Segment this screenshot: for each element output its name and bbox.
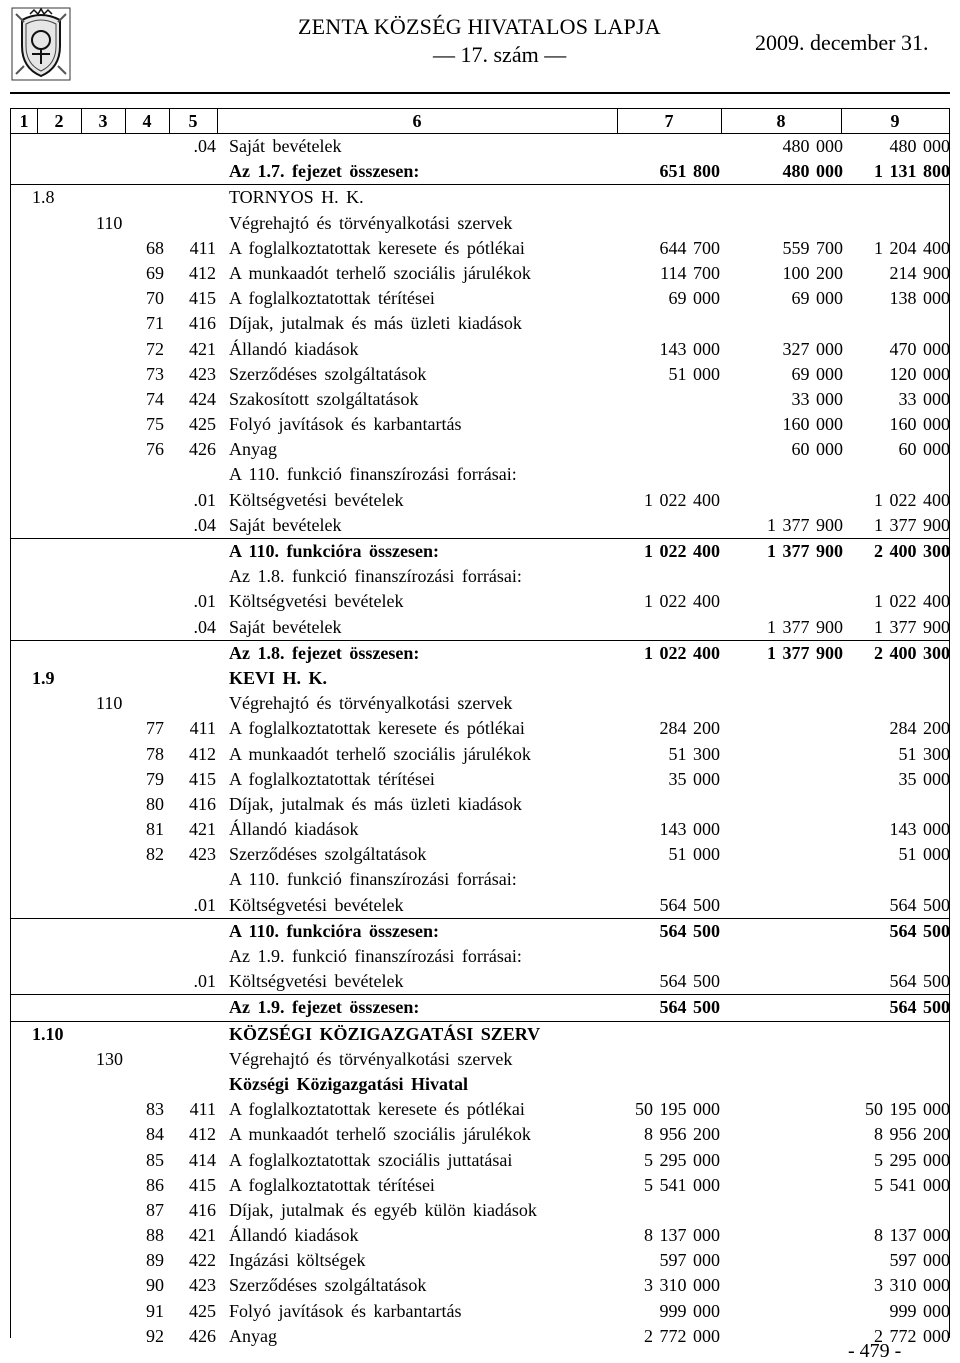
row-number: 91: [146, 1300, 164, 1321]
item-name: Végrehajtó és törvényalkotási szervek: [229, 212, 513, 233]
table-row: [10, 1022, 950, 1047]
row-number: 78: [146, 743, 164, 764]
item-name: Az 1.8. fejezet összesen:: [229, 642, 420, 663]
row-number: 86: [146, 1174, 164, 1195]
value-col7: 1 022 400: [644, 489, 720, 510]
table-row: [10, 539, 950, 564]
value-col9: 1 204 400: [874, 237, 950, 258]
value-col7: 651 800: [659, 161, 720, 182]
item-name: Folyó javítások és karbantartás: [229, 1300, 462, 1321]
table-row: [10, 1198, 950, 1223]
account-code: .01: [193, 489, 216, 510]
value-col7: 35 000: [668, 768, 720, 789]
table-body: [10, 134, 950, 1349]
row-number: 90: [146, 1275, 164, 1296]
row-number: 84: [146, 1124, 164, 1145]
account-code: 411: [189, 718, 216, 739]
header-divider: [10, 92, 950, 94]
dash-left: —: [433, 42, 455, 67]
value-col7: 284 200: [659, 718, 720, 739]
table-row: [10, 513, 950, 539]
table-row: [10, 716, 950, 741]
account-code: 415: [189, 768, 216, 789]
item-name: Költségvetési bevételek: [229, 971, 404, 992]
table-row: [10, 1223, 950, 1248]
table-row: [10, 286, 950, 311]
account-code: 414: [189, 1149, 216, 1170]
value-col9: 1 377 900: [874, 616, 950, 637]
item-name: A foglalkoztatottak keresete és pótlékai: [229, 718, 525, 739]
value-col7: 564 500: [659, 894, 720, 915]
value-col9: 50 195 000: [865, 1099, 950, 1120]
value-col9: 35 000: [898, 768, 950, 789]
table-row: [10, 615, 950, 641]
table-row: [10, 1148, 950, 1173]
account-code: .04: [193, 136, 216, 156]
row-number: 83: [146, 1099, 164, 1120]
value-col7: 2 772 000: [644, 1325, 720, 1346]
table-row: [10, 185, 950, 210]
function-code: 110: [96, 693, 123, 714]
account-code: 423: [189, 844, 216, 865]
value-col9: 143 000: [889, 819, 950, 840]
value-col7: 644 700: [659, 237, 720, 258]
value-col9: 1 022 400: [874, 591, 950, 612]
value-col9: 8 137 000: [874, 1225, 950, 1246]
table-row: [10, 1072, 950, 1097]
header-cell-6: 6: [217, 109, 618, 133]
table-row: [10, 995, 950, 1021]
value-col9: 480 000: [889, 136, 950, 156]
value-col9: 60 000: [898, 439, 950, 460]
account-code: 415: [189, 1174, 216, 1195]
item-name: Az 1.8. funkció finanszírozási forrásai:: [229, 566, 522, 587]
value-col7: 999 000: [659, 1300, 720, 1321]
item-name: A foglalkoztatottak szociális juttatásai: [229, 1149, 513, 1170]
table-row: [10, 666, 950, 691]
value-col7: 564 500: [659, 920, 720, 941]
account-code: 416: [189, 1199, 216, 1220]
table-row: [10, 767, 950, 792]
item-name: A munkaadót terhelő szociális járulékok: [229, 1124, 531, 1145]
value-col7: 51 000: [668, 363, 720, 384]
item-name: Végrehajtó és törvényalkotási szervek: [229, 1048, 513, 1069]
item-name: Saját bevételek: [229, 514, 342, 535]
value-col8: 69 000: [791, 363, 843, 384]
item-name: Végrehajtó és törvényalkotási szervek: [229, 693, 513, 714]
value-col7: 5 295 000: [644, 1149, 720, 1170]
account-code: .01: [193, 591, 216, 612]
row-number: 85: [146, 1149, 164, 1170]
value-col7: 1 022 400: [644, 541, 720, 561]
value-col8: 1 377 900: [767, 514, 843, 535]
value-col9: 470 000: [889, 338, 950, 359]
issue-number: [433, 42, 566, 68]
item-name: A 110. funkció finanszírozási forrásai:: [229, 869, 517, 890]
value-col7: 597 000: [659, 1250, 720, 1271]
value-col8: 480 000: [782, 161, 843, 182]
table-row: [10, 437, 950, 462]
value-col9: 214 900: [889, 262, 950, 283]
item-name: A 110. funkcióra összesen:: [229, 920, 440, 941]
account-code: 412: [189, 262, 216, 283]
table-row: [10, 1122, 950, 1147]
table-row: [10, 412, 950, 437]
header-cell-4: 4: [125, 109, 170, 133]
row-number: 73: [146, 363, 164, 384]
table-row: [10, 1273, 950, 1298]
value-col9: 564 500: [889, 894, 950, 915]
item-name: Költségvetési bevételek: [229, 591, 404, 612]
table-row: [10, 1299, 950, 1324]
account-code: 412: [189, 1124, 216, 1145]
value-col7: 5 541 000: [644, 1174, 720, 1195]
header-cell-3: 3: [81, 109, 126, 133]
row-number: 74: [146, 388, 164, 409]
account-code: 426: [189, 1325, 216, 1346]
account-code: 415: [189, 288, 216, 309]
table-row: [10, 564, 950, 589]
row-number: 82: [146, 844, 164, 865]
value-col8: 559 700: [782, 237, 843, 258]
item-name: A munkaadót terhelő szociális járulékok: [229, 262, 531, 283]
item-name: Saját bevételek: [229, 136, 342, 156]
table-row: [10, 691, 950, 716]
item-name: Költségvetési bevételek: [229, 489, 404, 510]
value-col9: 564 500: [889, 971, 950, 992]
account-code: 422: [189, 1250, 216, 1271]
page-number: - 479 -: [848, 1340, 902, 1362]
row-number: 68: [146, 237, 164, 258]
value-col7: 1 022 400: [644, 642, 720, 663]
table-row: [10, 134, 950, 159]
table-row: [10, 792, 950, 817]
header-cell-7: 7: [617, 109, 722, 133]
account-code: .01: [193, 971, 216, 992]
item-name: Ingázási költségek: [229, 1250, 366, 1271]
account-code: 421: [189, 819, 216, 840]
table-row: [10, 641, 950, 666]
value-col9: 1 022 400: [874, 489, 950, 510]
row-number: 77: [146, 718, 164, 739]
value-col8: 69 000: [791, 288, 843, 309]
value-col7: 8 137 000: [644, 1225, 720, 1246]
item-name: A 110. funkcióra összesen:: [229, 541, 440, 561]
value-col7: 51 300: [668, 743, 720, 764]
row-number: 81: [146, 819, 164, 840]
row-number: 70: [146, 288, 164, 309]
item-name: Szerződéses szolgáltatások: [229, 363, 427, 384]
table-row: [10, 742, 950, 767]
value-col7: 564 500: [659, 971, 720, 992]
item-name: A foglalkoztatottak térítései: [229, 288, 435, 309]
table-row: [10, 919, 950, 944]
budget-table: [10, 108, 950, 1349]
value-col9: 33 000: [898, 388, 950, 409]
publication-title: ZENTA KÖZSÉG HIVATALOS LAPJA: [298, 14, 661, 39]
section-number: 1.9: [32, 667, 55, 688]
value-col9: 120 000: [889, 363, 950, 384]
account-code: 423: [189, 1275, 216, 1296]
dash-right: —: [544, 42, 567, 67]
item-name: Anyag: [229, 1325, 277, 1346]
account-code: .04: [193, 514, 216, 535]
function-code: 110: [96, 212, 123, 233]
item-name: Díjak, jutalmak és egyéb külön kiadások: [229, 1199, 537, 1220]
value-col7: 8 956 200: [644, 1124, 720, 1145]
value-col8: 60 000: [791, 439, 843, 460]
value-col8: 1 377 900: [767, 642, 843, 663]
row-number: 75: [146, 414, 164, 435]
item-name: Az 1.7. fejezet összesen:: [229, 161, 420, 182]
account-code: 416: [189, 313, 216, 334]
account-code: 412: [189, 743, 216, 764]
value-col7: 1 022 400: [644, 591, 720, 612]
table-row: [10, 944, 950, 969]
account-code: .01: [193, 894, 216, 915]
row-number: 88: [146, 1225, 164, 1246]
value-col8: 160 000: [782, 414, 843, 435]
row-number: 71: [146, 313, 164, 334]
value-col9: 51 300: [898, 743, 950, 764]
value-col7: 564 500: [659, 997, 720, 1018]
item-name: Az 1.9. fejezet összesen:: [229, 997, 420, 1018]
item-name: Állandó kiadások: [229, 338, 359, 359]
item-name: Anyag: [229, 439, 277, 460]
header-cell-8: 8: [721, 109, 842, 133]
account-code: 421: [189, 338, 216, 359]
table-row: [10, 589, 950, 614]
value-col9: 284 200: [889, 718, 950, 739]
value-col7: 114 700: [660, 262, 720, 283]
coat-of-arms-icon: [10, 6, 72, 82]
section-number: 1.8: [32, 187, 55, 208]
account-code: 424: [189, 388, 216, 409]
value-col9: 3 310 000: [874, 1275, 950, 1296]
account-code: .04: [193, 616, 216, 637]
value-col8: 33 000: [791, 388, 843, 409]
item-name: Költségvetési bevételek: [229, 894, 404, 915]
table-row: [10, 462, 950, 487]
table-row: [10, 387, 950, 412]
issue-label: 17. szám: [460, 42, 539, 67]
table-row: [10, 1248, 950, 1273]
value-col7: 143 000: [659, 819, 720, 840]
table-row: [10, 893, 950, 919]
item-name: Községi Közigazgatási Hivatal: [229, 1073, 468, 1094]
row-number: 76: [146, 439, 164, 460]
account-code: 425: [189, 1300, 216, 1321]
table-row: [10, 211, 950, 236]
account-code: 411: [189, 1099, 216, 1120]
table-row: [10, 362, 950, 387]
item-name: A munkaadót terhelő szociális járulékok: [229, 743, 531, 764]
value-col7: 69 000: [668, 288, 720, 309]
value-col9: 1 377 900: [874, 514, 950, 535]
table-row: [10, 159, 950, 185]
table-row: [10, 1324, 950, 1349]
table-row: [10, 1097, 950, 1122]
table-row: [10, 488, 950, 513]
item-name: A foglalkoztatottak keresete és pótlékai: [229, 1099, 525, 1120]
table-header-row: [10, 108, 950, 134]
account-code: 416: [189, 793, 216, 814]
header-cell-1: 1: [11, 109, 38, 133]
table-row: [10, 1047, 950, 1072]
publication-date: 2009. december 31.: [755, 30, 929, 55]
table-row: [10, 1173, 950, 1198]
header-cell-2: 2: [37, 109, 82, 133]
value-col9: 597 000: [889, 1250, 950, 1271]
row-number: 72: [146, 338, 164, 359]
value-col9: 5 295 000: [874, 1149, 950, 1170]
value-col9: 1 131 800: [874, 161, 950, 182]
value-col9: 160 000: [889, 414, 950, 435]
item-name: KEVI H. K.: [229, 667, 328, 688]
account-code: 411: [189, 237, 216, 258]
value-col8: 480 000: [782, 136, 843, 156]
value-col9: 8 956 200: [874, 1124, 950, 1145]
account-code: 423: [189, 363, 216, 384]
function-code: 130: [96, 1048, 123, 1069]
value-col8: 327 000: [782, 338, 843, 359]
item-name: A foglalkoztatottak keresete és pótlékai: [229, 237, 525, 258]
row-number: 89: [146, 1250, 164, 1271]
table-row: [10, 817, 950, 842]
row-number: 87: [146, 1199, 164, 1220]
value-col8: 1 377 900: [767, 616, 843, 637]
header-cell-9: 9: [890, 111, 900, 131]
value-col7: 3 310 000: [644, 1275, 720, 1296]
value-col9: 138 000: [889, 288, 950, 309]
section-number: 1.10: [32, 1023, 64, 1044]
table-row: [10, 261, 950, 286]
table-row: [10, 311, 950, 336]
value-col9: 564 500: [889, 997, 950, 1018]
value-col8: 1 377 900: [767, 541, 843, 561]
item-name: Díjak, jutalmak és más üzleti kiadások: [229, 793, 522, 814]
item-name: Az 1.9. funkció finanszírozási forrásai:: [229, 946, 522, 966]
value-col7: 143 000: [659, 338, 720, 359]
item-name: Díjak, jutalmak és más üzleti kiadások: [229, 313, 522, 334]
table-row: [10, 337, 950, 362]
account-code: 421: [189, 1225, 216, 1246]
value-col9: 2 400 300: [874, 642, 950, 663]
item-name: Saját bevételek: [229, 616, 342, 637]
value-col9: 2 400 300: [874, 541, 950, 561]
header-cell-5: 5: [169, 109, 218, 133]
page-header: [0, 0, 960, 95]
value-col9: 2 772 000: [874, 1325, 950, 1346]
item-name: KÖZSÉGI KÖZIGAZGATÁSI SZERV: [229, 1023, 541, 1044]
item-name: A foglalkoztatottak térítései: [229, 768, 435, 789]
value-col9: 5 541 000: [874, 1174, 950, 1195]
item-name: Szerződéses szolgáltatások: [229, 844, 427, 865]
item-name: Állandó kiadások: [229, 1225, 359, 1246]
item-name: TORNYOS H. K.: [229, 187, 364, 208]
item-name: Folyó javítások és karbantartás: [229, 414, 462, 435]
item-name: Állandó kiadások: [229, 819, 359, 840]
value-col8: 100 200: [782, 262, 843, 283]
value-col7: 50 195 000: [635, 1099, 720, 1120]
item-name: Szakosított szolgáltatások: [229, 388, 419, 409]
item-name: A 110. funkció finanszírozási forrásai:: [229, 464, 517, 485]
table-row: [10, 842, 950, 867]
account-code: 425: [189, 414, 216, 435]
item-name: Szerződéses szolgáltatások: [229, 1275, 427, 1296]
row-number: 80: [146, 793, 164, 814]
table-row: [10, 236, 950, 261]
item-name: A foglalkoztatottak térítései: [229, 1174, 435, 1195]
account-code: 426: [189, 439, 216, 460]
value-col9: 564 500: [889, 920, 950, 941]
value-col9: 999 000: [889, 1300, 950, 1321]
row-number: 92: [146, 1325, 164, 1346]
value-col7: 51 000: [668, 844, 720, 865]
row-number: 79: [146, 768, 164, 789]
table-row: [10, 867, 950, 892]
table-row: [10, 969, 950, 995]
row-number: 69: [146, 262, 164, 283]
value-col9: 51 000: [898, 844, 950, 865]
